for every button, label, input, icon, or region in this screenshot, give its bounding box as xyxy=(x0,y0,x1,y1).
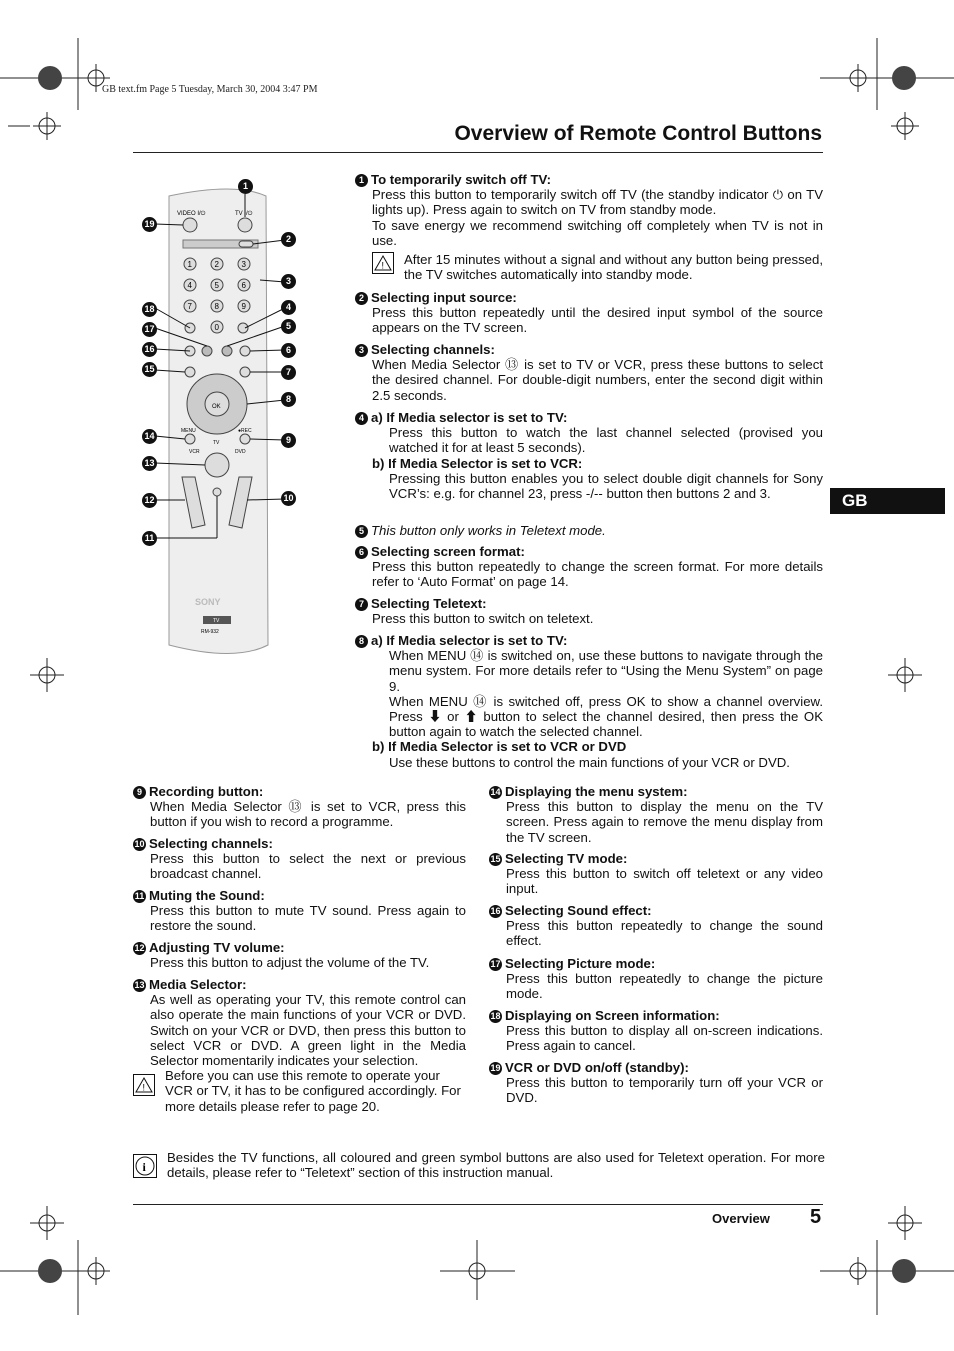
section-5 xyxy=(355,523,823,538)
digit-label: 8 xyxy=(214,302,219,311)
section-heading: Selecting TV mode: xyxy=(505,851,628,866)
page-number: 5 xyxy=(810,1206,822,1228)
section-text: Press this button to temporarily switch off TV (the standby indicator ⏻ on TV lights up). Press again to switch on TV from standby mode. xyxy=(372,187,823,218)
section-heading: Muting the Sound: xyxy=(149,888,265,903)
section-text: When MENU ⑭ is switched off, press OK to show a channel overview. Press ⬇ or ⬆ button to select the channel desired, then press the OK button again to watch the selected channel. xyxy=(389,693,823,740)
section-text: Press this button repeatedly to change the picture mode. xyxy=(506,971,823,1002)
section-heading: Selecting input source: xyxy=(371,290,517,305)
remote-label-rec: ●REC xyxy=(238,428,252,434)
section-text: Press this button repeatedly to change the screen format. For more details refer to ‘Auto Format’ on page 14. xyxy=(372,559,823,590)
remote-callout-11: 11 xyxy=(142,531,157,546)
callout-number: 2 xyxy=(355,292,368,305)
remote-callout-18: 18 xyxy=(142,302,157,317)
footer-section: Overview xyxy=(712,1211,770,1226)
warning-icon xyxy=(372,252,394,282)
remote-callout-9: 9 xyxy=(281,433,296,448)
section-16 xyxy=(489,903,823,949)
menu-button xyxy=(185,434,195,444)
section-heading: Selecting Sound effect: xyxy=(505,903,652,918)
section-text: Press this button to display the menu on the TV screen. Press again to remove the menu display from the TV screen. xyxy=(506,799,823,845)
callout-number: 5 xyxy=(355,525,368,538)
callout-number: 4 xyxy=(355,412,368,425)
section-heading-b: b) If Media Selector is set to VCR: xyxy=(372,455,583,471)
svg-text:i: i xyxy=(142,1160,146,1174)
remote-callout-8: 8 xyxy=(281,392,296,407)
svg-text:!: ! xyxy=(142,1082,146,1093)
callout-number: 13 xyxy=(134,980,145,990)
record-button xyxy=(240,434,250,444)
section-6 xyxy=(355,544,823,590)
remote-brand: SONY xyxy=(195,597,221,607)
digit-label: 1 xyxy=(187,260,192,269)
remote-callout-2: 2 xyxy=(281,232,296,247)
remote-label-vcr: VCR xyxy=(189,449,200,455)
section-4 xyxy=(355,410,823,501)
section-heading-a: a) If Media selector is set to TV: xyxy=(371,410,568,425)
section-12 xyxy=(133,940,466,970)
section-text: Press this button to select the next or previous broadcast channel. xyxy=(150,851,466,882)
section-text: Press this button to display all on-screen indications. Press again to cancel. xyxy=(506,1023,823,1054)
section-1 xyxy=(355,172,823,282)
section-text: Press this button to adjust the volume of the TV. xyxy=(150,955,430,971)
section-11 xyxy=(133,888,466,934)
callout-number: 10 xyxy=(134,839,145,849)
section-heading: To temporarily switch off TV: xyxy=(371,172,552,187)
warning-text: After 15 minutes without a signal and without any button being pressed, the TV switches automatically into standby mode. xyxy=(404,252,823,283)
remote-callout-15: 15 xyxy=(142,362,157,377)
section-heading: Selecting screen format: xyxy=(371,544,525,559)
sound-effect-button xyxy=(202,346,212,356)
remote-callout-10: 10 xyxy=(281,491,296,506)
section-18 xyxy=(489,1008,823,1054)
callout-number: 16 xyxy=(490,906,501,916)
remote-callout-19: 19 xyxy=(142,217,157,232)
section-text: As well as operating your TV, this remote control can also operate the main functions of your VCR or DVD. Switch on your VCR or DVD, then press this button to select VCR or DVD. A green light in the Media Selector momentarily indicates your selection. xyxy=(150,992,466,1069)
remote-callout-13: 13 xyxy=(142,456,157,471)
screen-format-button xyxy=(240,346,250,356)
tv-mode-button xyxy=(185,367,195,377)
section-heading: Selecting channels: xyxy=(149,836,273,851)
info-icon xyxy=(133,1150,157,1181)
remote-callout-14: 14 xyxy=(142,429,157,444)
section-text: Use these buttons to control the main functions of your VCR or DVD. xyxy=(389,754,790,770)
mute-button xyxy=(213,488,221,496)
remote-label-model-tv: TV xyxy=(213,618,220,624)
section-19 xyxy=(489,1060,823,1106)
callout-number: 11 xyxy=(134,891,145,901)
remote-label-ok: OK xyxy=(212,404,221,410)
tv-standby-button xyxy=(238,218,252,232)
section-text: Press this button to watch the last channel selected (provised you watched it for at least 5 seconds). xyxy=(389,425,823,456)
section-text: Press this button to switch off teletext or any video input. xyxy=(506,866,823,897)
digit-label: 5 xyxy=(214,281,219,290)
section-heading: Media Selector: xyxy=(149,977,247,992)
digit-label: 6 xyxy=(241,281,246,290)
section-heading: Displaying the menu system: xyxy=(505,784,688,799)
section-7 xyxy=(355,596,823,626)
callout-number: 9 xyxy=(133,786,146,799)
section-14 xyxy=(489,784,823,845)
callout-number: 12 xyxy=(134,943,145,953)
remote-callout-3: 3 xyxy=(281,274,296,289)
section-2 xyxy=(355,290,823,336)
warning-icon xyxy=(133,1068,155,1114)
section-heading: VCR or DVD on/off (standby): xyxy=(505,1060,689,1075)
remote-callout-12: 12 xyxy=(142,493,157,508)
digit-label: 4 xyxy=(187,281,192,290)
file-info-header: GB text.fm Page 5 Tuesday, March 30, 2004 3:47 PM xyxy=(102,84,318,95)
section-heading: Displaying on Screen information: xyxy=(505,1008,720,1023)
section-3 xyxy=(355,342,823,403)
section-text: Pressing this button enables you to select double digit channels for Sony VCR’s: e.g. for channel 23, press -/-- button then buttons 2 and 3. xyxy=(389,470,823,502)
digit-label: 3 xyxy=(241,260,246,269)
remote-callout-16: 16 xyxy=(142,342,157,357)
digit-label: 7 xyxy=(187,302,192,311)
teletext-only-button xyxy=(222,346,232,356)
callout-number: 3 xyxy=(355,344,368,357)
digit-label: 9 xyxy=(241,302,246,311)
section-10 xyxy=(133,836,466,882)
callout-number: 6 xyxy=(355,546,368,559)
section-text: Press this button repeatedly until the desired input symbol of the source appears on the TV screen. xyxy=(372,305,823,336)
remote-callout-5: 5 xyxy=(281,319,296,334)
section-heading: Selecting Teletext: xyxy=(371,596,487,611)
section-heading: Adjusting TV volume: xyxy=(149,940,285,955)
info-note xyxy=(133,1150,825,1181)
section-text: Press this button to switch on teletext. xyxy=(372,611,594,627)
section-heading-a: a) If Media selector is set to TV: xyxy=(371,633,568,648)
section-9 xyxy=(133,784,466,830)
footer-rule xyxy=(133,1204,823,1205)
callout-number: 14 xyxy=(490,787,501,797)
last-channel-button xyxy=(238,323,248,333)
section-text: Press this button to temporarily turn off your VCR or DVD. xyxy=(506,1075,823,1106)
callout-number: 1 xyxy=(355,174,368,187)
remote-model: RM-932 xyxy=(201,629,219,635)
svg-text:!: ! xyxy=(381,260,385,271)
callout-number: 19 xyxy=(490,1063,501,1073)
section-15 xyxy=(489,851,823,897)
digit-label: 0 xyxy=(214,323,219,332)
vcr-dvd-standby-button xyxy=(183,218,197,232)
page-title: Overview of Remote Control Buttons xyxy=(454,122,822,145)
remote-callout-1: 1 xyxy=(238,179,253,194)
callout-number: 15 xyxy=(490,854,501,864)
teletext-button xyxy=(240,367,250,377)
section-heading-b: b) If Media Selector is set to VCR or DVD xyxy=(372,739,627,755)
callout-number: 7 xyxy=(355,598,368,611)
remote-label-tv-sel: TV xyxy=(213,440,220,446)
remote-label-tv: TV I/⏻ xyxy=(235,211,253,217)
section-text: When Media Selector ⑬ is set to TV or VCR, press these buttons to select the desired channel. For double-digit numbers, enter the second digit within 2.5 seconds. xyxy=(372,357,823,403)
section-text: Press this button repeatedly to change the sound effect. xyxy=(506,918,823,949)
info-note-text: Besides the TV functions, all coloured and green symbol buttons are also used for Teletext operation. For more details, please refer to “Teletext” section of this instruction manual. xyxy=(167,1150,825,1181)
remote-label-video: VIDEO I/⏻ xyxy=(177,211,206,217)
language-tab: GB xyxy=(830,488,945,514)
section-13 xyxy=(133,977,466,1114)
remote-label-menu: MENU xyxy=(181,428,196,434)
remote-callout-6: 6 xyxy=(281,343,296,358)
section-heading: Recording button: xyxy=(149,784,264,799)
warning-text: Before you can use this remote to operate your VCR or TV, it has to be configured accordingly. For more details please refer to page 20. xyxy=(165,1068,461,1114)
remote-callout-7: 7 xyxy=(281,365,296,380)
remote-callout-4: 4 xyxy=(281,300,296,315)
title-rule xyxy=(133,152,823,153)
media-selector xyxy=(205,453,229,477)
callout-number: 17 xyxy=(490,959,501,969)
remote-callout-17: 17 xyxy=(142,322,157,337)
callout-number: 8 xyxy=(355,635,368,648)
section-8 xyxy=(355,633,823,770)
remote-label-dvd: DVD xyxy=(235,449,246,455)
section-text: Press this button to mute TV sound. Press again to restore the sound. xyxy=(150,903,466,934)
input-source-button xyxy=(239,241,253,247)
section-heading: Selecting channels: xyxy=(371,342,495,357)
section-text: To save energy we recommend switching off completely when TV is not in use. xyxy=(372,217,823,248)
section-text: This button only works in Teletext mode. xyxy=(371,523,606,538)
digit-label: 2 xyxy=(214,260,219,269)
section-17 xyxy=(489,956,823,1002)
section-heading: Selecting Picture mode: xyxy=(505,956,656,971)
section-text: When Media Selector ⑬ is set to VCR, press this button if you wish to record a programme. xyxy=(150,799,466,830)
callout-number: 18 xyxy=(490,1011,501,1021)
section-text: When MENU ⑭ is switched on, use these buttons to navigate through the menu system. For more details refer to “Using the Menu System” on page 9. xyxy=(389,648,823,694)
